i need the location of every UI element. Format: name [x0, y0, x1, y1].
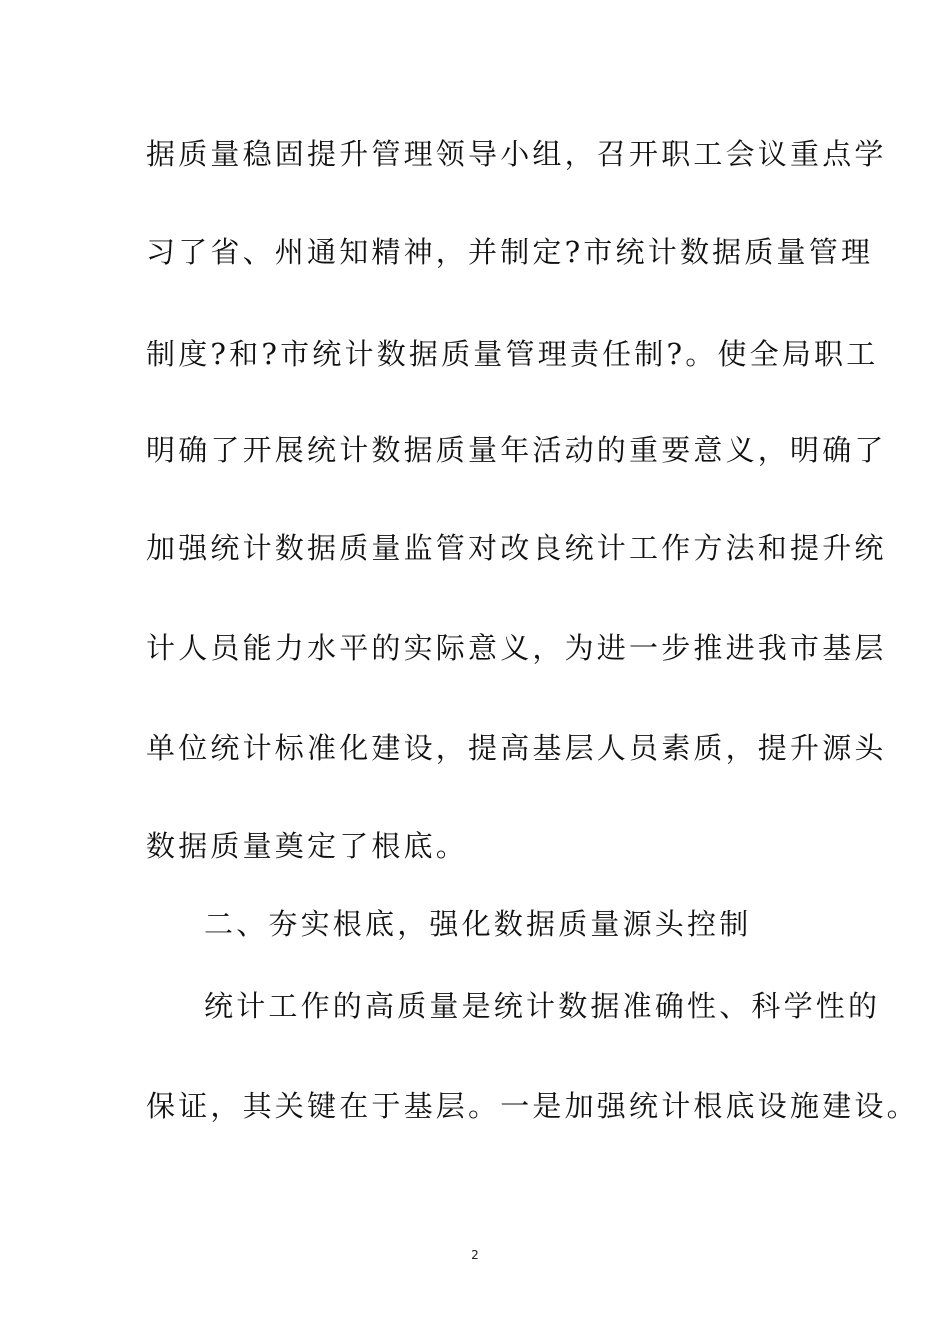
body-text-line: 数据质量奠定了根底。 [146, 829, 469, 863]
body-text-line: 明确了开展统计数据质量年活动的重要意义，明确了 [146, 433, 887, 467]
body-text-line: 统计工作的高质量是统计数据准确性、科学性的 [204, 989, 881, 1023]
body-text-line: 计人员能力水平的实际意义，为进一步推进我市基层 [146, 631, 887, 665]
body-text-line: 单位统计标准化建设，提高基层人员素质，提升源头 [146, 731, 887, 765]
body-text-line: 习了省、州通知精神，并制定?市统计数据质量管理 [146, 235, 874, 269]
body-text-line: 保证，其关键在于基层。一是加强统计根底设施建设。 [146, 1089, 919, 1123]
section-heading: 二、夯实根底，强化数据质量源头控制 [204, 907, 752, 941]
page-number: 2 [471, 1248, 479, 1262]
body-text-line: 制度?和?市统计数据质量管理责任制?。使全局职工 [146, 337, 879, 371]
body-text-line: 加强统计数据质量监管对改良统计工作方法和提升统 [146, 531, 887, 565]
body-text-line: 据质量稳固提升管理领导小组，召开职工会议重点学 [146, 137, 887, 171]
